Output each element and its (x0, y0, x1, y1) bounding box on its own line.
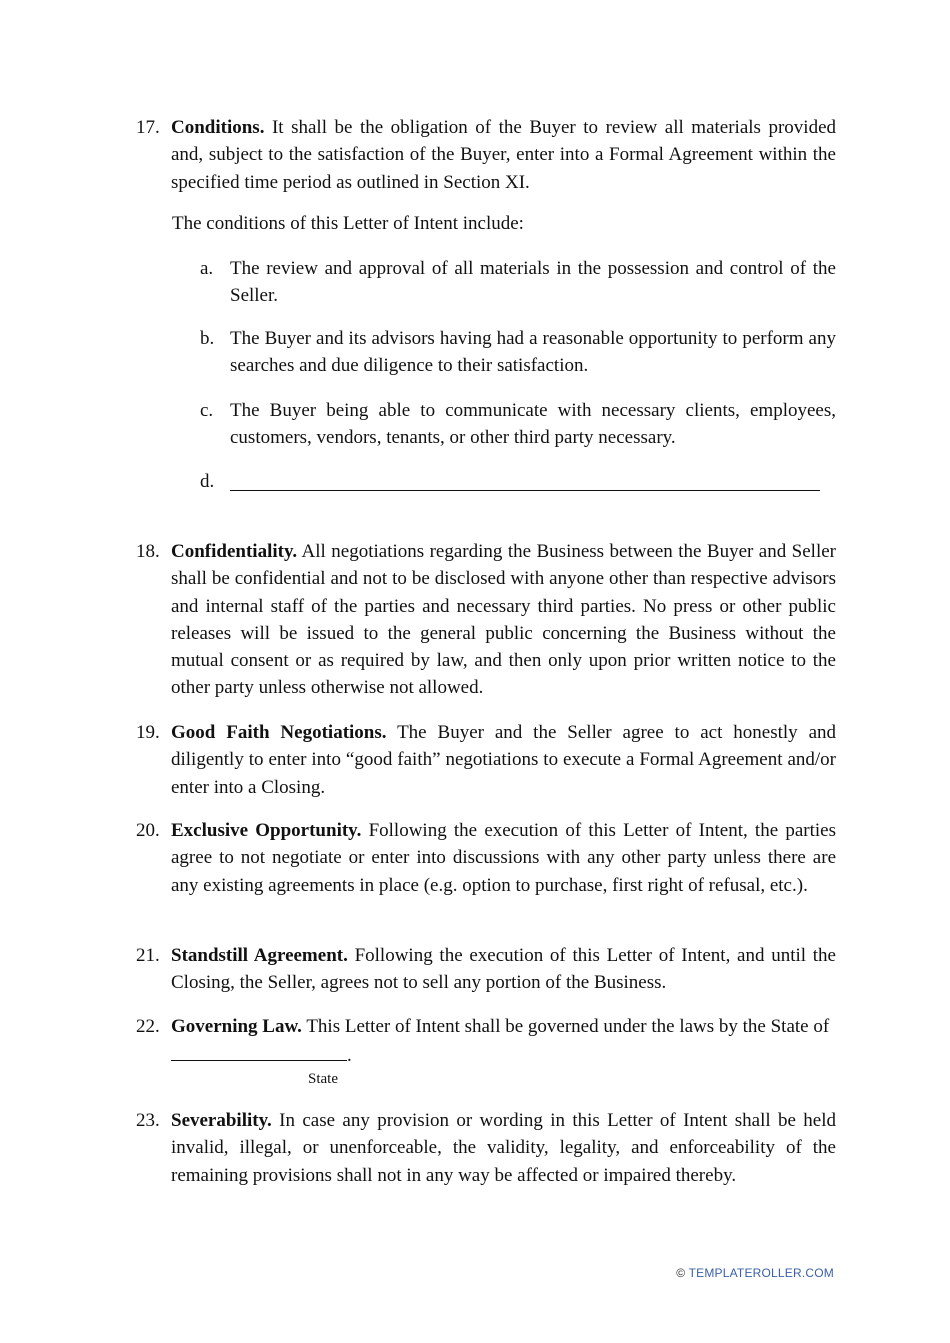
clause-body (171, 719, 836, 801)
clause-body (171, 538, 836, 702)
clause-title: Severability. (171, 1110, 272, 1131)
clause-title: Confidentiality. (171, 541, 298, 562)
clause-22 (136, 1013, 836, 1070)
state-blank-field[interactable] (171, 1040, 347, 1061)
clause-text: It shall be the obligation of the Buyer to review all materials provided and, subject to the satisfaction of the Buyer, enter into a Formal Agreement within the specified time period as outlined in Section XI. (171, 117, 836, 193)
conditions-intro: The conditions of this Letter of Intent include: (172, 213, 524, 234)
clause-body (171, 1107, 836, 1189)
clause-number: 17. (136, 117, 160, 138)
condition-text: The Buyer being able to communicate with necessary clients, employees, customers, vendors, tenants, or other third party necessary. (230, 400, 836, 449)
copyright-icon: © (676, 1266, 686, 1280)
clause-number: 22. (136, 1016, 160, 1037)
clause-21 (136, 942, 836, 997)
condition-item-c (200, 397, 836, 452)
clause-body (171, 1013, 836, 1070)
clause-text: Following the execution of this Letter of Intent, the parties agree to not negotiate or enter into discussions with any other party unless there are any existing agreements in place (e.g. option to purchase, first right of refusal, etc.). (171, 820, 836, 896)
clause-text: In case any provision or wording in this Letter of Intent shall be held invalid, illegal, or unenforceable, the validity, legality, and enforceability of the remaining provisions shall not in any way be affected or impaired thereby. (171, 1110, 836, 1186)
condition-d-blank[interactable] (230, 468, 820, 491)
condition-letter: c. (200, 400, 214, 421)
clause-body (171, 817, 836, 899)
clause-23 (136, 1107, 836, 1189)
condition-text: The review and approval of all materials in the possession and control of the Seller. (230, 258, 836, 307)
condition-letter: d. (200, 471, 215, 492)
clause-number: 21. (136, 945, 160, 966)
clause-title: Conditions. (171, 117, 265, 138)
clause-title: Governing Law. (171, 1016, 302, 1037)
clause-body (171, 114, 836, 196)
clause-17 (136, 114, 836, 196)
clause-title: Exclusive Opportunity. (171, 820, 362, 841)
condition-letter: a. (200, 258, 214, 279)
condition-text (230, 468, 836, 495)
clause-text: Following the execution of this Letter of Intent, and until the Closing, the Seller, agrees not to sell any portion of the Business. (171, 945, 836, 994)
clause-number: 23. (136, 1110, 160, 1131)
clause-number: 20. (136, 820, 160, 841)
condition-item-a (200, 255, 836, 310)
brand-link[interactable]: TEMPLATEROLLER.COM (688, 1266, 834, 1280)
clause-text-end: . (347, 1045, 352, 1067)
clause-number: 19. (136, 722, 160, 743)
state-field-label: State (308, 1071, 338, 1087)
clause-title: Good Faith Negotiations. (171, 722, 387, 743)
clause-text: This Letter of Intent shall be governed under the laws by the State of (301, 1016, 830, 1037)
clause-20 (136, 817, 836, 899)
clause-body (171, 942, 836, 997)
clause-18 (136, 538, 836, 702)
condition-text: The Buyer and its advisors having had a reasonable opportunity to perform any searches and due diligence to their satisfaction. (230, 328, 836, 377)
condition-item-b (200, 325, 836, 380)
clause-number: 18. (136, 541, 160, 562)
clause-19 (136, 719, 836, 801)
clause-title: Standstill Agreement. (171, 945, 348, 966)
clause-text: The Buyer and the Seller agree to act honestly and diligently to enter into “good faith” negotiations to execute a Formal Agreement and/or enter into a Closing. (171, 722, 836, 798)
condition-item-d (200, 468, 836, 495)
footer-brand (676, 1266, 834, 1280)
condition-letter: b. (200, 328, 215, 349)
clause-text: All negotiations regarding the Business between the Buyer and Seller shall be confidential and not to be disclosed with anyone other than respective advisors and internal staff of the parties and necessary third parties. No press or other public releases will be issued to the general public concerning the Business without the mutual consent or as required by law, and then only upon prior written notice to the other party unless otherwise not allowed. (171, 541, 836, 699)
